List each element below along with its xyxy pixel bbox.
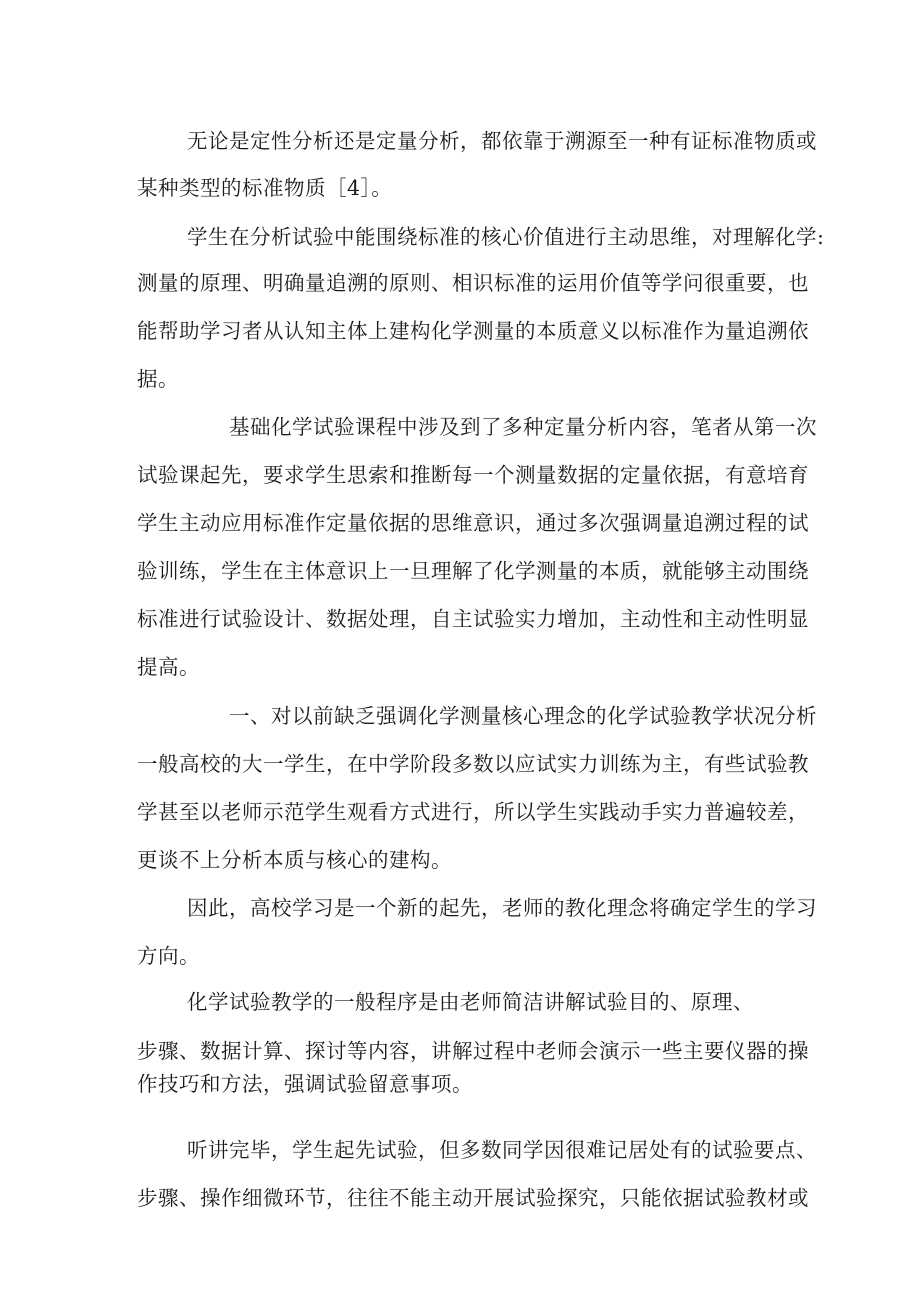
paragraph-3-line-2: 试验课起先，要求学生思索和推断每一个测量数据的定量依据，有意培育 — [137, 463, 809, 487]
paragraph-2-line-2: 测量的原理、明确量追溯的原则、相识标准的运用价值等学问很重要，也 — [137, 271, 809, 295]
paragraph-4-line-3: 学甚至以老师示范学生观看方式进行，所以学生实践动手实力普遍较差， — [137, 800, 809, 824]
paragraph-2-line-3: 能帮助学习者从认知主体上建构化学测量的本质意义以标准作为量追溯依 — [137, 319, 809, 343]
paragraph-2-line-1: 学生在分析试验中能围绕标准的核心价值进行主动思维，对理解化学: — [187, 225, 825, 249]
paragraph-3-line-6: 提高。 — [137, 655, 200, 679]
paragraph-3-line-4: 验训练，学生在主体意识上一旦理解了化学测量的本质，就能够主动围绕 — [137, 559, 809, 583]
paragraph-4-line-2: 一般高校的大一学生，在中学阶段多数以应试实力训练为主，有些试验教 — [137, 752, 809, 776]
paragraph-1-line-1: 无论是定性分析还是定量分析，都依靠于溯源至一种有证标准物质或 — [187, 129, 817, 153]
paragraph-4-line-4: 更谈不上分析本质与核心的建构。 — [137, 848, 452, 872]
paragraph-4-line-1: 一、对以前缺乏强调化学测量核心理念的化学试验教学状况分析 — [229, 704, 817, 728]
paragraph-1-line-2: 某种类型的标准物质［4］。 — [137, 176, 393, 200]
paragraph-2-line-4: 据。 — [137, 367, 179, 391]
paragraph-7-line-1: 听讲完毕，学生起先试验，但多数同学因很难记居处有的试验要点、 — [187, 1138, 817, 1162]
paragraph-6-line-2: 步骤、数据计算、探讨等内容，讲解过程中老师会演示一些主要仪器的操 — [137, 1039, 809, 1063]
paragraph-5-line-2: 方向。 — [137, 944, 200, 968]
paragraph-5-line-1: 因此，高校学习是一个新的起先，老师的教化理念将确定学生的学习 — [187, 896, 817, 920]
paragraph-3-line-3: 学生主动应用标准作定量依据的思维意识，通过多次强调量追溯过程的试 — [137, 511, 809, 535]
paragraph-3-line-5: 标准进行试验设计、数据处理，自主试验实力增加，主动性和主动性明显 — [137, 607, 809, 631]
paragraph-3-line-1: 基础化学试验课程中涉及到了多种定量分析内容，笔者从第一次 — [229, 415, 817, 439]
paragraph-6-line-1: 化学试验教学的一般程序是由老师简洁讲解试验目的、原理、 — [187, 990, 754, 1014]
paragraph-7-line-2: 步骤、操作细微环节，往往不能主动开展试验探究，只能依据试验教材或 — [137, 1186, 809, 1210]
paragraph-6-line-3: 作技巧和方法，强调试验留意事项。 — [137, 1072, 473, 1096]
